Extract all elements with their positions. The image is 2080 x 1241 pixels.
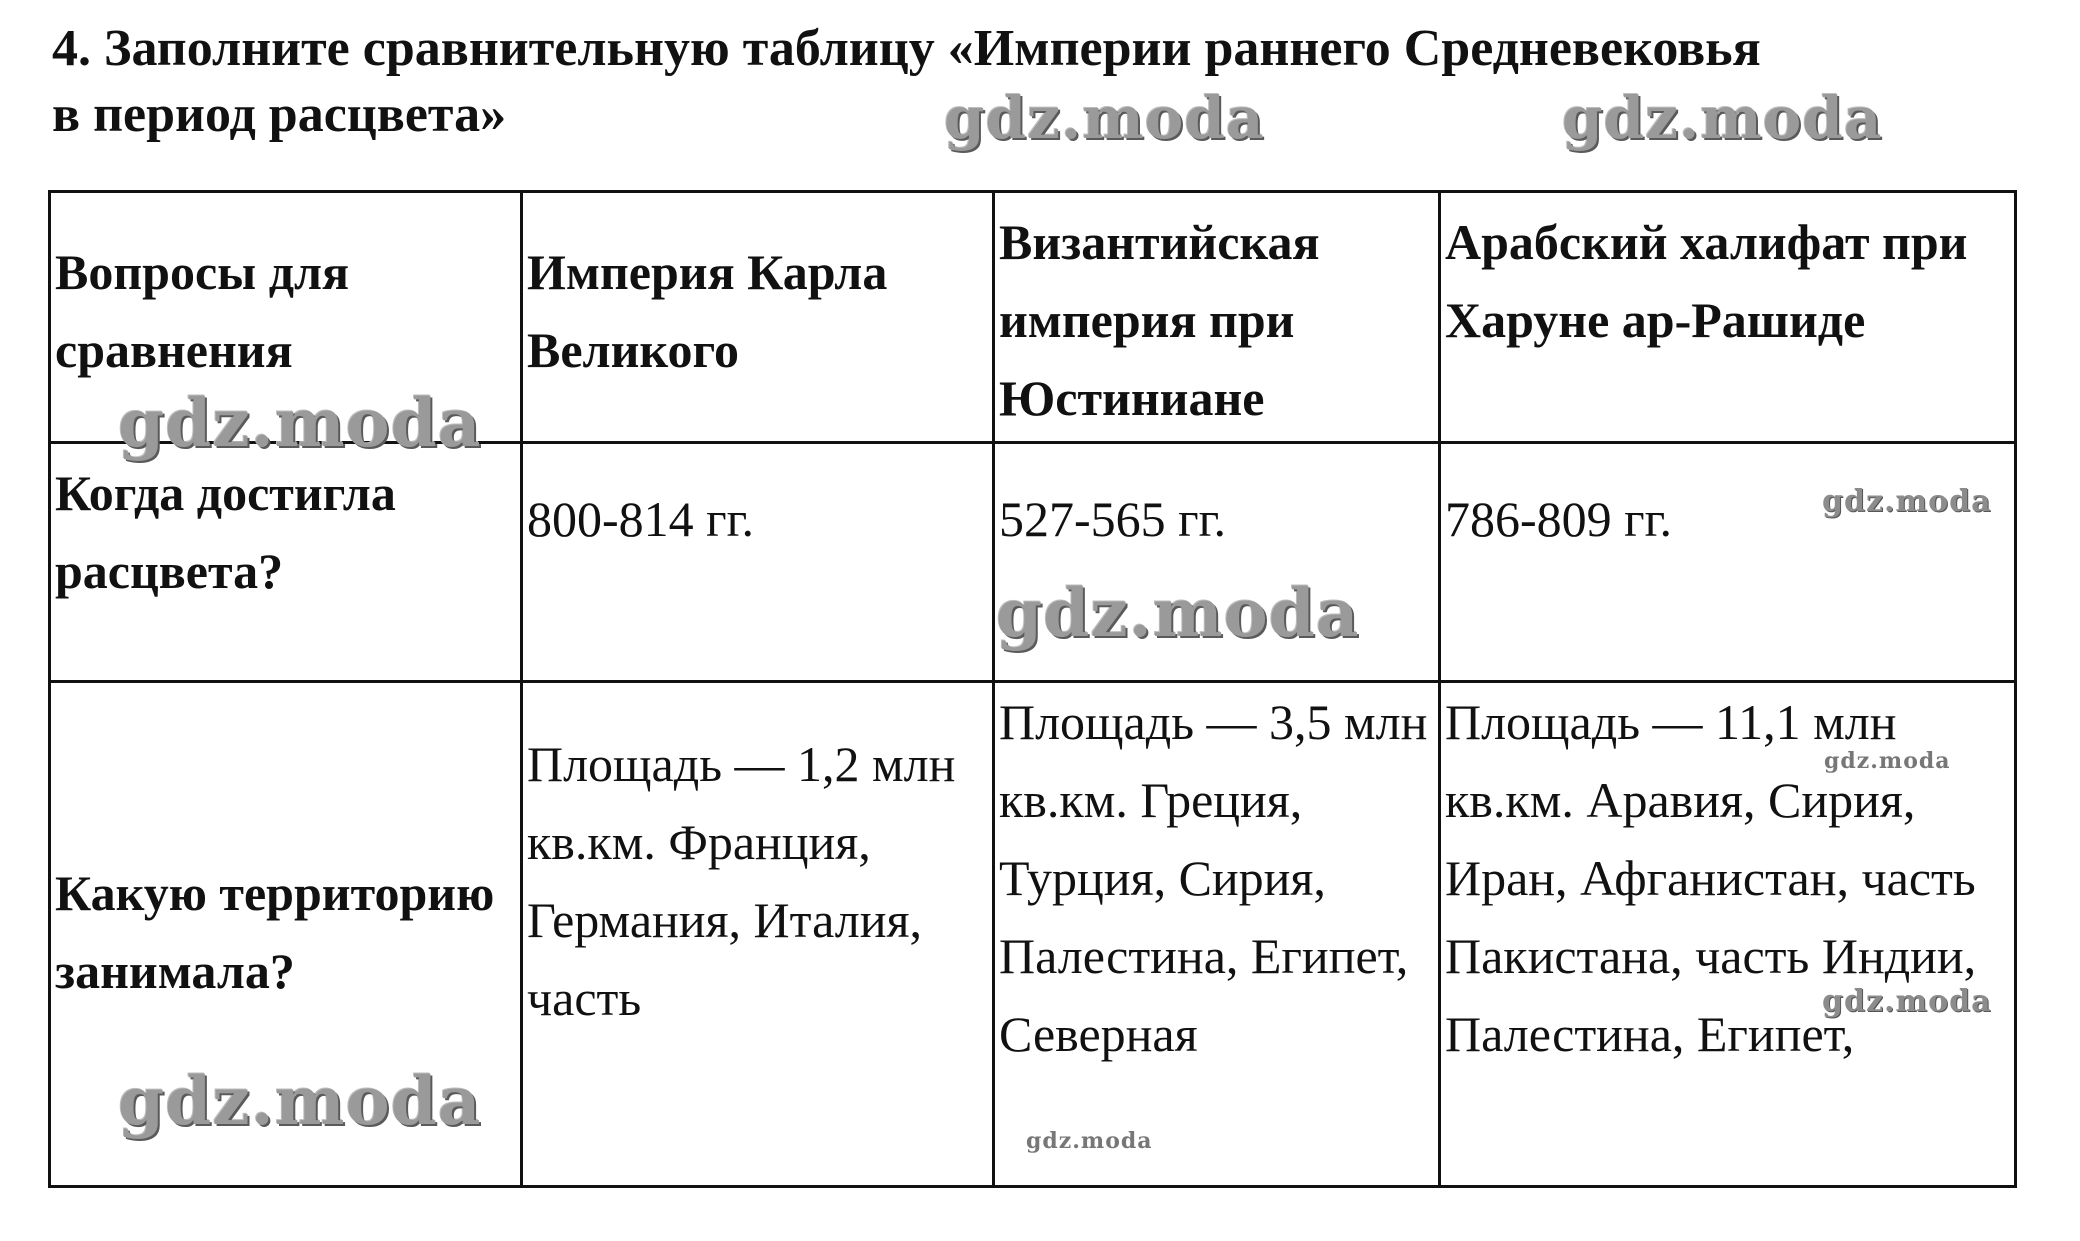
value-cell: Площадь — 11,1 млн кв.км. Аравия, Сирия, Иран, Афганистан, часть Пакистана, часть Индии, Палестина, Египет,	[1440, 682, 2016, 1187]
watermark: gdz.moda	[1562, 84, 1883, 152]
task-title-line-1: 4. Заполните сравнительную таблицу «Империи раннего Средневековья	[52, 20, 1761, 77]
watermark: gdz.moda	[118, 384, 482, 462]
value-cell: 527-565 гг.	[994, 443, 1440, 682]
header-questions: Вопросы для сравнения	[50, 192, 522, 443]
task-title	[52, 16, 2042, 148]
table-header-row	[50, 192, 2016, 443]
value-cell: Площадь — 1,2 млн кв.км. Франция, Германия, Италия, часть	[522, 682, 994, 1187]
value-cell: 786-809 гг.	[1440, 443, 2016, 682]
watermark: gdz.moda	[1822, 484, 1992, 519]
value-cell: Площадь — 3,5 млн кв.км. Греция, Турция, Сирия, Палестина, Египет, Северная	[994, 682, 1440, 1187]
header-charlemagne-empire: Империя Карла Великого	[522, 192, 994, 443]
watermark: gdz.moda	[118, 1062, 482, 1140]
watermark: gdz.moda	[1822, 984, 1992, 1019]
watermark: gdz.moda	[996, 574, 1360, 652]
header-byzantine-empire: Византийская империя при Юстиниане	[994, 192, 1440, 443]
header-arab-caliphate: Арабский халифат при Харуне ар-Рашиде	[1440, 192, 2016, 443]
value-cell: 800-814 гг.	[522, 443, 994, 682]
question-cell: Когда достигла расцвета?	[50, 443, 522, 682]
table-row	[50, 443, 2016, 682]
task-title-line-2: в период расцвета»	[52, 86, 507, 143]
table-row	[50, 682, 2016, 1187]
watermark: gdz.moda	[1026, 1128, 1153, 1154]
watermark: gdz.moda	[1824, 748, 1951, 774]
watermark: gdz.moda	[944, 84, 1265, 152]
question-cell: Какую территорию занимала?	[50, 682, 522, 1187]
comparison-table	[48, 190, 2017, 1188]
